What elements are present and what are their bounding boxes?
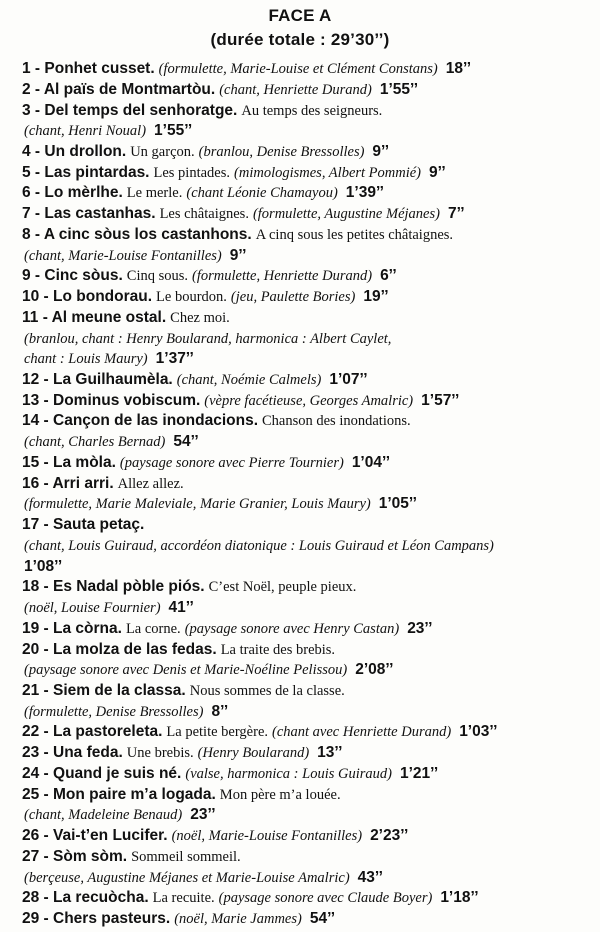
- track-row: [22, 827, 594, 848]
- track-translation: Les pintades.: [153, 164, 231, 181]
- track-title: Ponhet cusset.: [44, 60, 155, 77]
- track-duration: 7’’: [447, 205, 465, 223]
- track-duration: 9’’: [429, 163, 446, 181]
- track-duration: 6’’: [380, 267, 397, 285]
- track-translation: Allez allez.: [117, 475, 184, 492]
- track-duration: 1’21’’: [399, 764, 439, 782]
- track-number: 16 -: [22, 474, 53, 492]
- track-duration: 2’08’’: [355, 661, 394, 679]
- track-row: [22, 102, 594, 123]
- track-title: Sauta petaç.: [53, 516, 145, 534]
- track-duration: 19’’: [363, 288, 389, 305]
- track-row-continuation: [24, 495, 594, 516]
- track-duration: 1’55’’: [379, 80, 419, 98]
- track-title: Cinc sòus.: [44, 267, 123, 285]
- track-number: 8 -: [22, 225, 44, 243]
- track-duration: 1’39’’: [345, 184, 384, 202]
- track-row: [22, 889, 594, 910]
- track-row-continuation: [24, 806, 594, 827]
- track-translation: La petite bergère.: [166, 724, 268, 741]
- track-title: Al païs de Montmartòu.: [43, 80, 216, 98]
- track-duration: 13’’: [317, 744, 343, 762]
- track-number: 11 -: [22, 308, 52, 326]
- track-number: 12 -: [22, 371, 54, 388]
- track-title: Dominus vobiscum.: [53, 391, 201, 409]
- track-detail: (paysage sonore avec Pierre Tournier): [119, 454, 344, 471]
- track-translation: C’est Noël, peuple pieux.: [208, 579, 357, 596]
- track-title: La molza de las fedas.: [53, 640, 217, 658]
- track-detail: (chant, Henri Noual): [24, 123, 147, 140]
- track-duration: 54’’: [309, 910, 336, 927]
- track-row-continuation: [24, 599, 594, 620]
- track-duration: 1’55’’: [154, 122, 193, 140]
- track-row: [22, 723, 594, 744]
- track-translation: Chez moi.: [170, 309, 230, 326]
- track-duration: 1’57’’: [421, 391, 460, 409]
- track-detail: (valse, harmonica : Louis Guiraud): [185, 765, 392, 782]
- track-title: La còrna.: [53, 619, 122, 637]
- track-duration: 41’’: [168, 599, 194, 616]
- track-number: 13 -: [22, 391, 54, 409]
- track-row-continuation: [24, 330, 594, 351]
- track-row: [22, 744, 594, 765]
- track-detail: (chant, Noémie Calmels): [176, 372, 322, 388]
- track-number: 20 -: [22, 640, 54, 658]
- track-translation: A cinq sous les petites châtaignes.: [255, 226, 454, 243]
- track-row: [22, 164, 594, 185]
- track-detail: (branlou, Denise Bressolles): [198, 143, 365, 160]
- track-number: 17 -: [22, 516, 54, 534]
- track-duration: 23’’: [407, 619, 433, 637]
- track-number: 21 -: [22, 682, 54, 699]
- track-row: [22, 205, 594, 226]
- track-translation: Les châtaignes.: [159, 206, 249, 223]
- track-detail: (noël, Louise Fournier): [24, 600, 161, 616]
- track-row: [22, 184, 594, 205]
- track-translation: Un garçon.: [130, 143, 195, 160]
- track-number: 4 -: [22, 142, 45, 160]
- track-translation: Le bourdon.: [156, 289, 227, 305]
- track-number: 27 -: [22, 847, 54, 865]
- track-detail: (chant, Henriette Durand): [219, 81, 372, 98]
- track-duration: 1’04’’: [351, 453, 391, 471]
- track-row: [22, 475, 594, 496]
- track-title: Vai-t’en Lucifer.: [53, 827, 168, 845]
- track-row-continuation: [24, 869, 594, 890]
- track-row: [22, 641, 594, 662]
- track-detail: (chant, Louis Guiraud, accordéon diatonique : Louis Guiraud et Léon Campans): [24, 537, 494, 554]
- track-detail: (chant avec Henriette Durand): [272, 724, 452, 741]
- track-row: [22, 371, 594, 392]
- track-duration: 1’37’’: [155, 350, 194, 368]
- track-row: [22, 226, 594, 247]
- track-row: [22, 578, 594, 599]
- track-row: [22, 309, 594, 330]
- track-detail: (chant, Charles Bernad): [24, 434, 166, 451]
- track-title: Al meune ostal.: [51, 308, 167, 326]
- track-detail: (formulette, Marie Maleviale, Marie Granier, Louis Maury): [24, 496, 371, 513]
- track-row-continuation: [24, 537, 594, 558]
- track-detail: (Henry Boularand): [197, 745, 310, 762]
- track-title: Es Nadal pòble piós.: [53, 578, 205, 596]
- track-duration: 8’’: [211, 702, 229, 720]
- track-row: [22, 392, 594, 413]
- track-number: 14 -: [22, 412, 54, 430]
- track-translation: La recuite.: [152, 890, 215, 907]
- track-number: 9 -: [22, 267, 45, 285]
- track-row-continuation: [24, 558, 594, 579]
- track-title: Las pintardas.: [44, 163, 150, 181]
- track-row: [22, 910, 594, 931]
- track-row-continuation: [24, 247, 594, 268]
- track-detail: (formulette, Augustine Méjanes): [252, 206, 440, 223]
- track-translation: Le merle.: [126, 185, 183, 202]
- track-number: 26 -: [22, 827, 54, 845]
- track-number: 2 -: [22, 80, 44, 98]
- track-duration: 9’’: [372, 142, 390, 160]
- track-translation: Nous sommes de la classe.: [189, 683, 345, 699]
- track-title: Quand je suis né.: [53, 764, 182, 782]
- track-title: Siem de la classa.: [53, 682, 186, 699]
- track-number: 24 -: [22, 764, 54, 782]
- track-number: 19 -: [22, 619, 54, 637]
- track-detail: (formulette, Denise Bressolles): [24, 703, 204, 720]
- total-duration: (durée totale : 29’30’’): [210, 30, 390, 49]
- track-duration: 1’08’’: [24, 557, 63, 575]
- track-number: 7 -: [22, 205, 45, 223]
- track-detail: (noël, Marie-Louise Fontanilles): [171, 828, 363, 845]
- track-title: La Guilhaumèla.: [53, 371, 173, 388]
- track-title: Del temps del senhoratge.: [44, 101, 238, 119]
- track-number: 10 -: [22, 288, 54, 305]
- track-number: 1 -: [22, 60, 45, 77]
- track-title: Lo bondorau.: [53, 288, 153, 305]
- track-row: [22, 516, 594, 537]
- track-title: Cançon de las inondacions.: [53, 412, 258, 430]
- track-row-continuation: [24, 350, 594, 371]
- track-row: [22, 765, 594, 786]
- track-duration: 43’’: [357, 868, 383, 886]
- track-title: Chers pasteurs.: [53, 910, 171, 927]
- track-row: [22, 620, 594, 641]
- track-translation: Chanson des inondations.: [262, 413, 411, 430]
- track-row-continuation: [24, 703, 594, 724]
- track-row: [22, 412, 594, 433]
- track-detail: (vèpre facétieuse, Georges Amalric): [204, 392, 414, 409]
- track-title: La mòla.: [53, 453, 116, 471]
- track-title: Las castanhas.: [44, 205, 156, 223]
- track-number: 23 -: [22, 744, 54, 762]
- track-number: 15 -: [22, 453, 54, 471]
- track-detail: (formulette, Marie-Louise et Clément Constans): [158, 61, 438, 77]
- track-number: 22 -: [22, 723, 54, 741]
- track-title: Un drollon.: [44, 142, 127, 160]
- track-translation: Cinq sous.: [126, 268, 189, 285]
- track-duration: 1’05’’: [378, 495, 417, 513]
- track-row-continuation: [24, 661, 594, 682]
- track-detail-2: chant : Louis Maury): [24, 351, 148, 368]
- track-duration: 18’’: [445, 60, 472, 77]
- track-number: 25 -: [22, 785, 54, 803]
- track-detail: (chant, Madeleine Benaud): [24, 807, 183, 824]
- track-translation: Une brebis.: [126, 745, 194, 762]
- track-row: [22, 81, 594, 102]
- track-number: 29 -: [22, 910, 54, 927]
- track-translation: La corne.: [125, 620, 181, 637]
- track-detail: (paysage sonore avec Claude Boyer): [218, 890, 433, 907]
- track-detail: (paysage sonore avec Denis et Marie-Noéline Pelissou): [24, 662, 348, 679]
- track-number: 28 -: [22, 889, 54, 907]
- track-duration: 23’’: [190, 806, 216, 824]
- track-row: [22, 454, 594, 475]
- track-title: Sòm sòm.: [53, 847, 128, 865]
- track-row: [22, 267, 594, 288]
- track-title: La recuòcha.: [53, 889, 149, 907]
- track-row: [22, 60, 594, 81]
- track-title: Una feda.: [53, 744, 123, 762]
- track-number: 5 -: [22, 163, 45, 181]
- track-number: 6 -: [22, 184, 45, 202]
- track-detail: (chant, Marie-Louise Fontanilles): [24, 247, 222, 264]
- track-row-continuation: [24, 433, 594, 454]
- track-detail: (berçeuse, Augustine Méjanes et Marie-Louise Amalric): [24, 869, 350, 886]
- track-number: 3 -: [22, 101, 45, 119]
- track-detail: (branlou, chant : Henry Boularand, harmonica : Albert Caylet,: [24, 330, 392, 347]
- track-title: A cinc sòus los castanhons.: [43, 225, 252, 243]
- track-row-continuation: [24, 122, 594, 143]
- track-title: Mon paire m’a logada.: [53, 785, 216, 803]
- track-duration: 1’07’’: [329, 371, 368, 388]
- track-detail: (jeu, Paulette Bories): [230, 289, 356, 305]
- track-duration: 54’’: [173, 433, 199, 451]
- track-title: Arri arri.: [52, 474, 114, 492]
- track-title: Lo mèrlhe.: [44, 184, 123, 202]
- track-row: [22, 848, 594, 869]
- track-translation: La traite des brebis.: [220, 641, 336, 658]
- track-translation: Mon père m’a louée.: [219, 786, 341, 803]
- track-detail: (mimologismes, Albert Pommié): [234, 164, 422, 181]
- track-detail: (paysage sonore avec Henry Castan): [184, 620, 400, 637]
- track-translation: Sommeil sommeil.: [131, 848, 241, 865]
- track-row: [22, 786, 594, 807]
- track-row: [22, 682, 594, 703]
- track-detail: (formulette, Henriette Durand): [192, 268, 373, 285]
- track-duration: 1’03’’: [459, 723, 498, 741]
- page-title: FACE A: [268, 6, 332, 25]
- track-row: [22, 143, 594, 164]
- track-number: 18 -: [22, 578, 54, 596]
- track-title: La pastoreleta.: [53, 723, 163, 741]
- track-duration: 9’’: [229, 246, 247, 264]
- track-translation: Au temps des seigneurs.: [241, 102, 383, 119]
- track-row: [22, 288, 594, 309]
- track-duration: 1’18’’: [440, 889, 479, 907]
- track-detail: (chant Léonie Chamayou): [186, 185, 338, 202]
- track-duration: 2’23’’: [370, 827, 409, 845]
- track-detail: (noël, Marie Jammes): [174, 911, 302, 927]
